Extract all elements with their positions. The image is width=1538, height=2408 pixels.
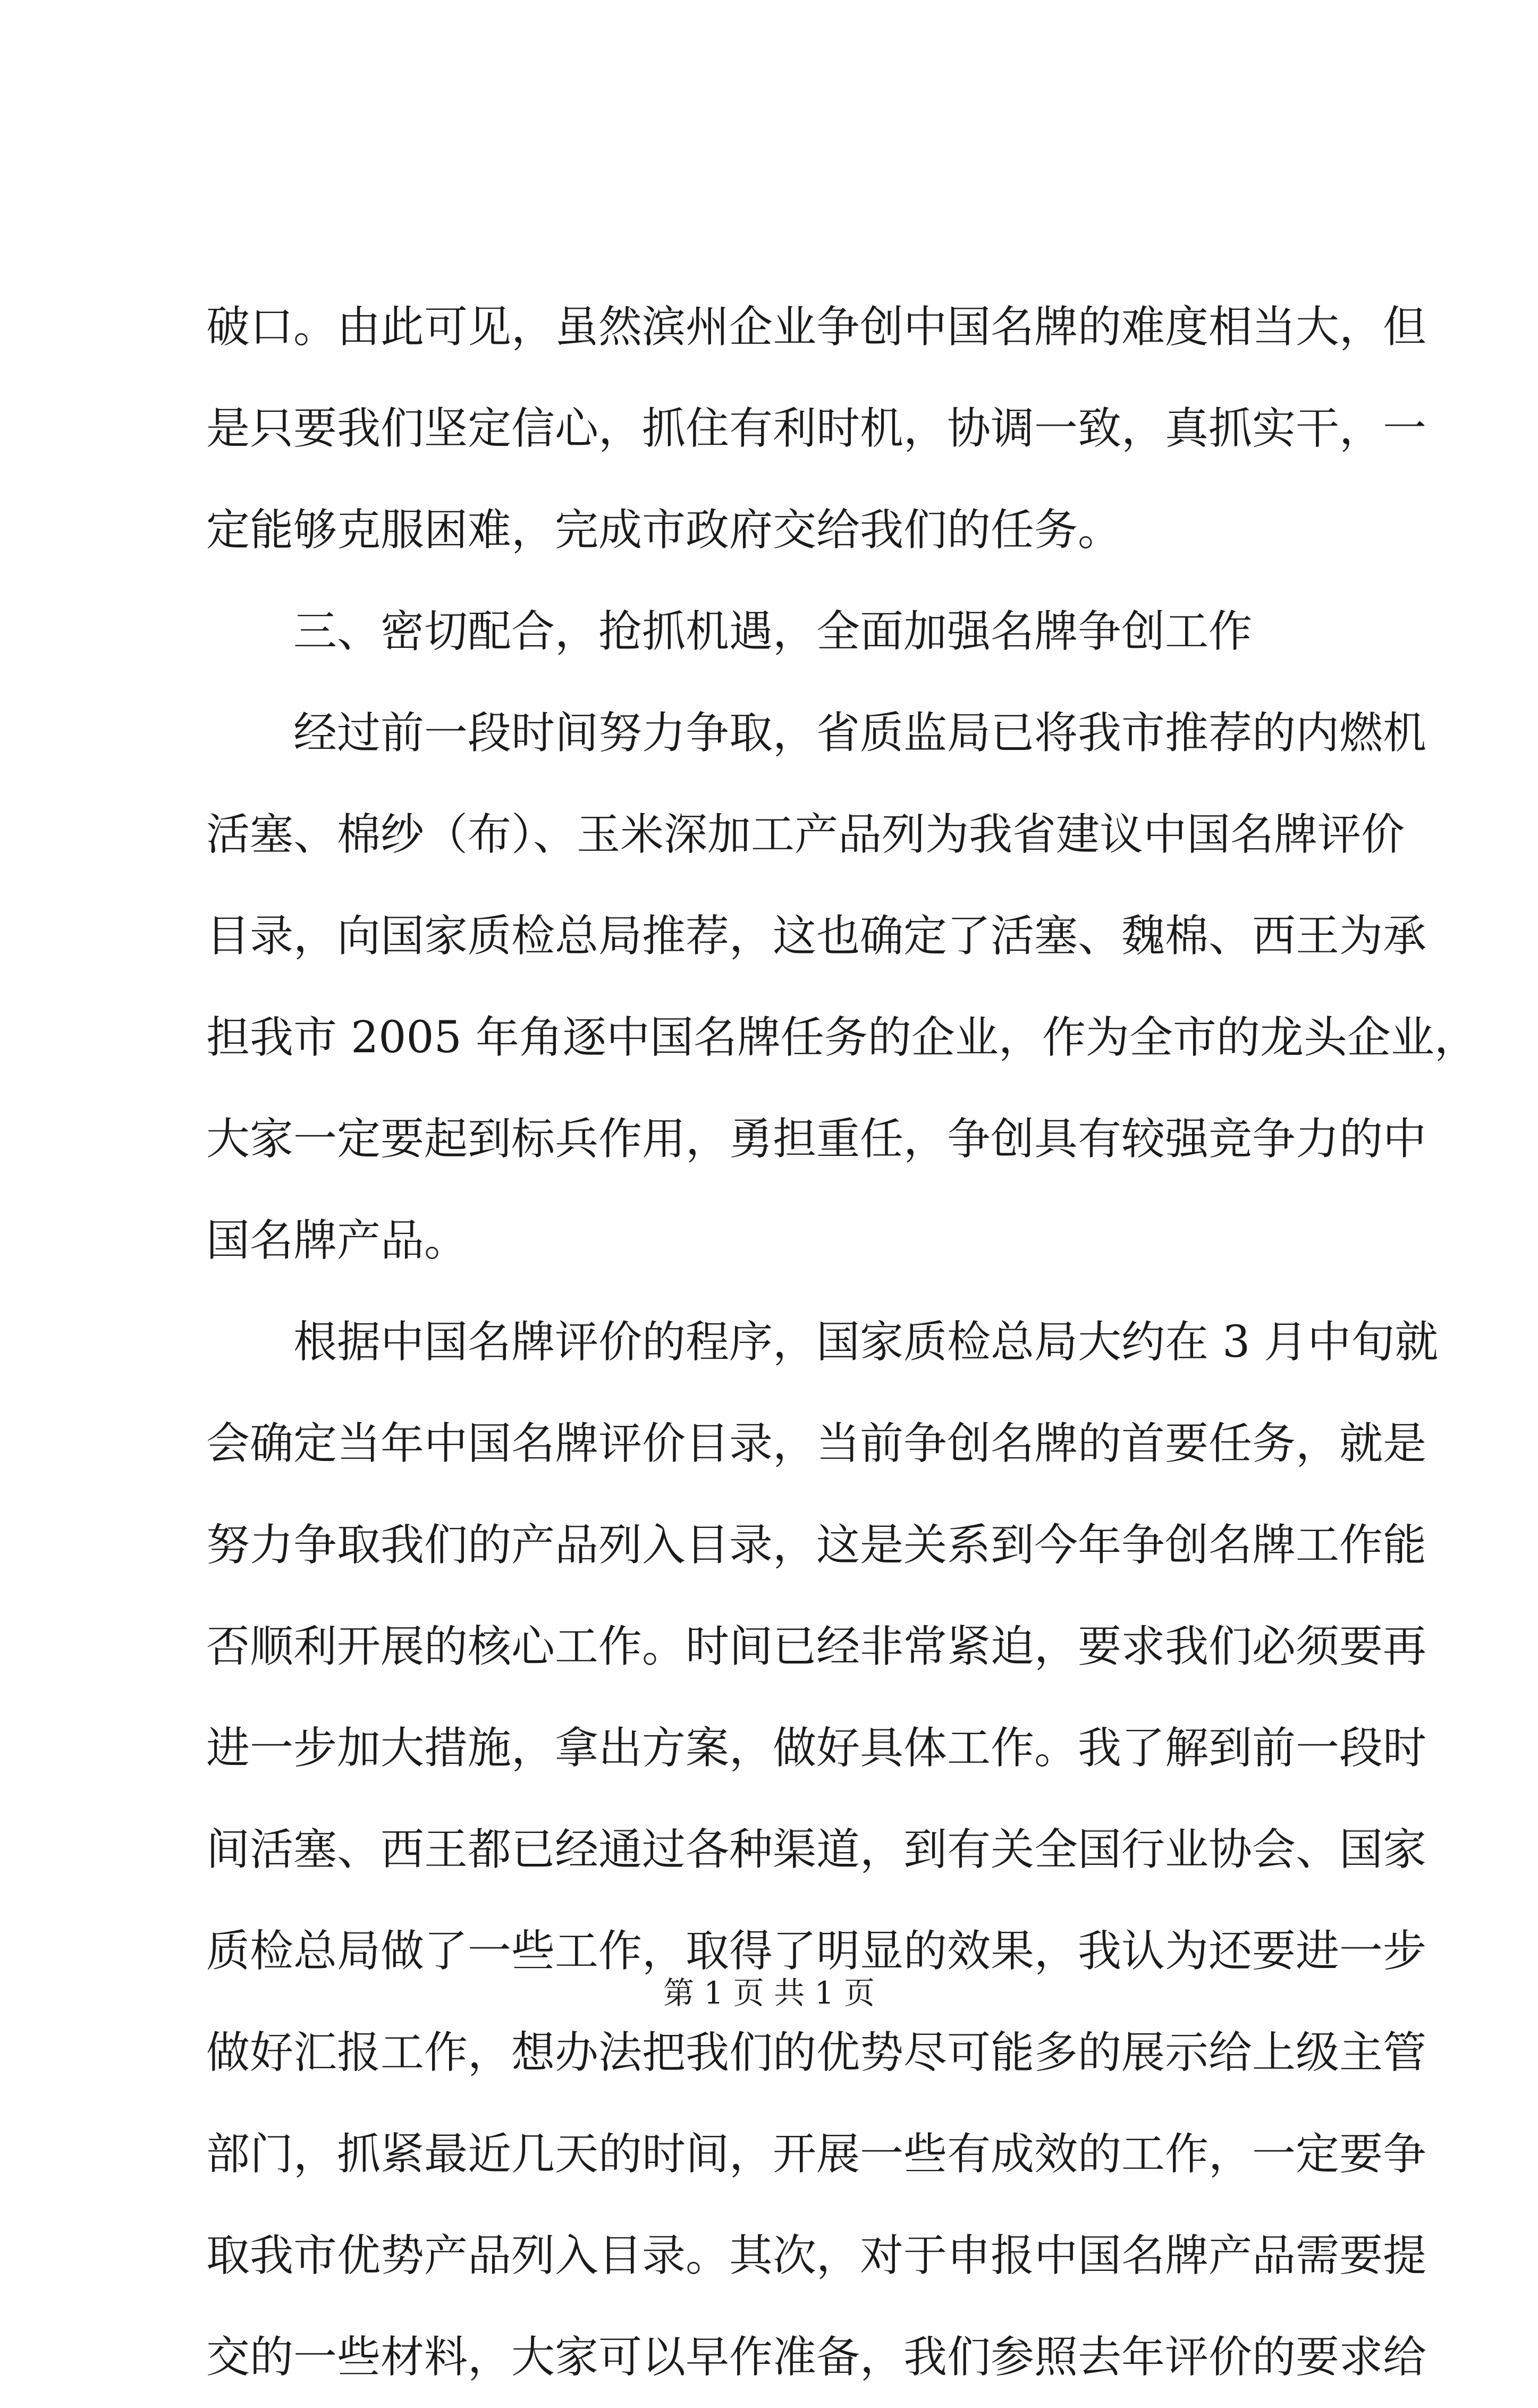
text-line: 根据中国名牌评价的程序，国家质检总局大约在 3 月中旬就 [293, 1317, 1439, 1367]
text-line: 做好汇报工作，想办法把我们的优势尽可能多的展示给上级主管 [206, 2027, 1427, 2078]
text-line: 国名牌产品。 [206, 1215, 468, 1266]
text-line: 破口。由此可见，虽然滨州企业争创中国名牌的难度相当大，但 [206, 302, 1427, 352]
text-line: 部门，抓紧最近几天的时间，开展一些有成效的工作，一定要争 [206, 2129, 1427, 2179]
text-line: 努力争取我们的产品列入目录，这是关系到今年争创名牌工作能 [206, 1520, 1427, 1570]
text-line: 进一步加大措施，拿出方案，做好具体工作。我了解到前一段时 [206, 1723, 1427, 1773]
text-line: 取我市优势产品列入目录。其次，对于申报中国名牌产品需要提 [206, 2230, 1427, 2281]
text-line: 质检总局做了一些工作，取得了明显的效果，我认为还要进一步 [206, 1926, 1427, 1976]
page-footer [0, 1972, 1538, 2014]
text-line: 否顺利开展的核心工作。时间已经非常紧迫，要求我们必须要再 [206, 1621, 1427, 1672]
text-line: 间活塞、西王都已经通过各种渠道，到有关全国行业协会、国家 [206, 1824, 1427, 1875]
section-heading: 三、密切配合，抢抓机遇，全面加强名牌争创工作 [293, 606, 1253, 657]
text-line: 是只要我们坚定信心，抓住有利时机，协调一致，真抓实干，一 [206, 403, 1427, 454]
text-line: 经过前一段时间努力争取，省质监局已将我市推荐的内燃机 [293, 708, 1427, 758]
text-line: 会确定当年中国名牌评价目录，当前争创名牌的首要任务，就是 [206, 1418, 1427, 1469]
text-line: 活塞、棉纱（布）、玉米深加工产品列为我省建议中国名牌评价 [206, 809, 1405, 860]
text-line: 大家一定要起到标兵作用，勇担重任，争创具有较强竞争力的中 [206, 1114, 1427, 1164]
text-line: 交的一些材料，大家可以早作准备，我们参照去年评价的要求给 [206, 2332, 1427, 2382]
text-line: 目录，向国家质检总局推荐，这也确定了活塞、魏棉、西王为承 [206, 911, 1427, 961]
text-line: 定能够克服困难，完成市政府交给我们的任务。 [206, 505, 1122, 555]
page-number-label: 第 1 页 共 1 页 [663, 1975, 875, 2011]
text-line: 担我市 2005 年角逐中国名牌任务的企业，作为全市的龙头企业， [206, 1012, 1478, 1063]
document-body [206, 276, 1478, 2408]
